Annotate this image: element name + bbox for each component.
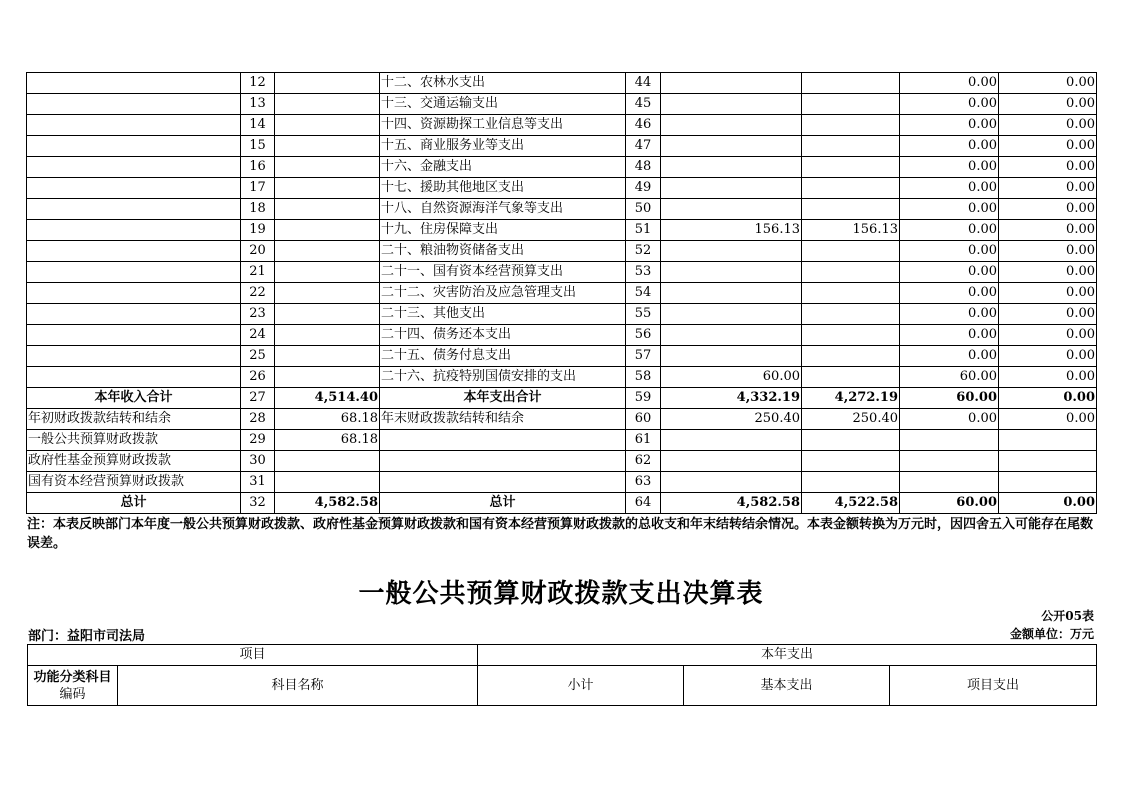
left-line-number: 16 xyxy=(241,157,275,178)
basic-expense-amount xyxy=(802,262,900,283)
left-amount xyxy=(275,472,380,493)
left-item-cell: 一般公共预算财政拨款 xyxy=(27,430,241,451)
right-line-number: 49 xyxy=(626,178,661,199)
operating-expense-amount: 0.00 xyxy=(999,346,1097,367)
table-row xyxy=(27,220,1097,241)
left-item-cell xyxy=(27,346,241,367)
operating-expense-amount: 0.00 xyxy=(999,283,1097,304)
project-expense-amount: 0.00 xyxy=(900,115,999,136)
right-line-number: 58 xyxy=(626,367,661,388)
right-line-number: 61 xyxy=(626,430,661,451)
basic-expense-amount xyxy=(802,325,900,346)
header-project-expense: 项目支出 xyxy=(890,666,1097,706)
table-body xyxy=(27,73,1097,514)
basic-expense-amount xyxy=(802,367,900,388)
total-amount xyxy=(661,178,802,199)
project-expense-amount: 60.00 xyxy=(900,388,999,409)
table-row xyxy=(27,493,1097,514)
project-expense-amount: 0.00 xyxy=(900,178,999,199)
project-expense-amount: 0.00 xyxy=(900,262,999,283)
right-item-cell: 十八、自然资源海洋气象等支出 xyxy=(380,199,626,220)
left-line-number: 21 xyxy=(241,262,275,283)
left-line-number: 15 xyxy=(241,136,275,157)
basic-expense-amount xyxy=(802,157,900,178)
left-amount xyxy=(275,115,380,136)
operating-expense-amount: 0.00 xyxy=(999,325,1097,346)
right-item-cell: 二十、粮油物资储备支出 xyxy=(380,241,626,262)
operating-expense-amount xyxy=(999,430,1097,451)
right-line-number: 60 xyxy=(626,409,661,430)
project-expense-amount: 0.00 xyxy=(900,283,999,304)
total-amount xyxy=(661,73,802,94)
table-row xyxy=(27,115,1097,136)
project-expense-amount: 0.00 xyxy=(900,346,999,367)
left-line-number: 22 xyxy=(241,283,275,304)
left-item-cell: 政府性基金预算财政拨款 xyxy=(27,451,241,472)
table-row xyxy=(27,325,1097,346)
right-item-cell: 年末财政拨款结转和结余 xyxy=(380,409,626,430)
operating-expense-amount: 0.00 xyxy=(999,493,1097,514)
basic-expense-amount: 156.13 xyxy=(802,220,900,241)
basic-expense-amount: 4,272.19 xyxy=(802,388,900,409)
table-row xyxy=(27,346,1097,367)
left-line-number: 13 xyxy=(241,94,275,115)
left-item-cell xyxy=(27,325,241,346)
left-item-cell xyxy=(27,283,241,304)
right-line-number: 47 xyxy=(626,136,661,157)
operating-expense-amount xyxy=(999,472,1097,493)
total-amount xyxy=(661,262,802,283)
table-row xyxy=(27,73,1097,94)
left-line-number: 12 xyxy=(241,73,275,94)
left-amount xyxy=(275,367,380,388)
table-row xyxy=(27,304,1097,325)
table-row xyxy=(27,430,1097,451)
left-amount xyxy=(275,136,380,157)
operating-expense-amount: 0.00 xyxy=(999,367,1097,388)
header-basic-expense: 基本支出 xyxy=(684,666,890,706)
left-amount xyxy=(275,178,380,199)
operating-expense-amount xyxy=(999,451,1097,472)
project-expense-amount: 0.00 xyxy=(900,157,999,178)
right-line-number: 54 xyxy=(626,283,661,304)
basic-expense-amount xyxy=(802,178,900,199)
right-item-cell: 总计 xyxy=(380,493,626,514)
header-function-code xyxy=(28,666,118,706)
table-row xyxy=(27,199,1097,220)
total-amount xyxy=(661,94,802,115)
form-code: 公开05表 xyxy=(1041,609,1094,623)
total-amount xyxy=(661,472,802,493)
right-item-cell: 二十四、债务还本支出 xyxy=(380,325,626,346)
basic-expense-amount xyxy=(802,115,900,136)
right-line-number: 59 xyxy=(626,388,661,409)
right-item-cell: 十四、资源勘探工业信息等支出 xyxy=(380,115,626,136)
table-row xyxy=(27,367,1097,388)
basic-expense-amount xyxy=(802,199,900,220)
project-expense-amount: 0.00 xyxy=(900,304,999,325)
table-row xyxy=(27,241,1097,262)
right-line-number: 50 xyxy=(626,199,661,220)
project-expense-amount: 60.00 xyxy=(900,493,999,514)
table-note: 注：本表反映部门本年度一般公共预算财政拨款、政府性基金预算财政拨款和国有资本经营预算财政拨款的总收支和年末结转结余情况。本表金额转换为万元时，因四舍五入可能存在尾数误差。 xyxy=(27,517,1094,551)
left-item-cell xyxy=(27,304,241,325)
left-line-number: 17 xyxy=(241,178,275,199)
project-expense-amount xyxy=(900,472,999,493)
right-line-number: 55 xyxy=(626,304,661,325)
table-row xyxy=(27,157,1097,178)
basic-expense-amount xyxy=(802,73,900,94)
right-item-cell xyxy=(380,430,626,451)
operating-expense-amount: 0.00 xyxy=(999,388,1097,409)
left-item-cell: 年初财政拨款结转和结余 xyxy=(27,409,241,430)
right-item-cell: 二十一、国有资本经营预算支出 xyxy=(380,262,626,283)
left-line-number: 25 xyxy=(241,346,275,367)
right-item-cell: 十七、援助其他地区支出 xyxy=(380,178,626,199)
operating-expense-amount: 0.00 xyxy=(999,94,1097,115)
total-amount: 4,332.19 xyxy=(661,388,802,409)
expense-table xyxy=(27,644,1097,706)
left-amount xyxy=(275,241,380,262)
table-row xyxy=(27,451,1097,472)
table-row xyxy=(27,178,1097,199)
left-amount xyxy=(275,94,380,115)
left-amount: 68.18 xyxy=(275,430,380,451)
total-amount: 156.13 xyxy=(661,220,802,241)
total-amount xyxy=(661,451,802,472)
header-subject-name: 科目名称 xyxy=(118,666,478,706)
page-title: 一般公共预算财政拨款支出决算表 xyxy=(358,579,764,609)
left-amount xyxy=(275,346,380,367)
operating-expense-amount: 0.00 xyxy=(999,73,1097,94)
right-line-number: 53 xyxy=(626,262,661,283)
right-line-number: 57 xyxy=(626,346,661,367)
table-row xyxy=(27,283,1097,304)
left-amount: 4,582.58 xyxy=(275,493,380,514)
project-expense-amount: 0.00 xyxy=(900,409,999,430)
right-line-number: 45 xyxy=(626,94,661,115)
left-line-number: 31 xyxy=(241,472,275,493)
left-line-number: 32 xyxy=(241,493,275,514)
basic-expense-amount xyxy=(802,283,900,304)
left-item-cell xyxy=(27,220,241,241)
total-amount: 4,582.58 xyxy=(661,493,802,514)
operating-expense-amount: 0.00 xyxy=(999,157,1097,178)
right-item-cell: 十五、商业服务业等支出 xyxy=(380,136,626,157)
left-item-cell xyxy=(27,199,241,220)
left-line-number: 20 xyxy=(241,241,275,262)
project-expense-amount xyxy=(900,451,999,472)
table-row xyxy=(27,388,1097,409)
project-expense-amount: 0.00 xyxy=(900,94,999,115)
right-item-cell: 二十六、抗疫特别国债安排的支出 xyxy=(380,367,626,388)
left-line-number: 19 xyxy=(241,220,275,241)
right-line-number: 46 xyxy=(626,115,661,136)
left-amount xyxy=(275,262,380,283)
left-item-cell xyxy=(27,178,241,199)
header-this-year-expense: 本年支出 xyxy=(478,645,1097,666)
total-amount xyxy=(661,430,802,451)
right-item-cell: 二十五、债务付息支出 xyxy=(380,346,626,367)
basic-expense-amount xyxy=(802,472,900,493)
project-expense-amount: 0.00 xyxy=(900,325,999,346)
left-item-cell xyxy=(27,157,241,178)
total-amount xyxy=(661,325,802,346)
total-amount xyxy=(661,199,802,220)
income-expense-table xyxy=(26,72,1097,514)
left-line-number: 26 xyxy=(241,367,275,388)
right-item-cell xyxy=(380,451,626,472)
left-item-cell xyxy=(27,136,241,157)
total-amount: 60.00 xyxy=(661,367,802,388)
project-expense-amount: 60.00 xyxy=(900,367,999,388)
right-line-number: 64 xyxy=(626,493,661,514)
basic-expense-amount xyxy=(802,451,900,472)
right-item-cell: 十六、金融支出 xyxy=(380,157,626,178)
left-item-cell xyxy=(27,367,241,388)
left-amount xyxy=(275,73,380,94)
right-item-cell: 二十三、其他支出 xyxy=(380,304,626,325)
operating-expense-amount: 0.00 xyxy=(999,409,1097,430)
operating-expense-amount: 0.00 xyxy=(999,199,1097,220)
project-expense-amount: 0.00 xyxy=(900,136,999,157)
basic-expense-amount: 4,522.58 xyxy=(802,493,900,514)
left-line-number: 27 xyxy=(241,388,275,409)
left-amount xyxy=(275,283,380,304)
basic-expense-amount xyxy=(802,241,900,262)
left-line-number: 29 xyxy=(241,430,275,451)
total-amount xyxy=(661,157,802,178)
left-item-cell xyxy=(27,115,241,136)
right-item-cell: 十二、农林水支出 xyxy=(380,73,626,94)
left-amount: 68.18 xyxy=(275,409,380,430)
table-row xyxy=(27,94,1097,115)
left-line-number: 18 xyxy=(241,199,275,220)
header-function-code-line2: 编码 xyxy=(59,686,86,702)
total-amount xyxy=(661,346,802,367)
left-item-cell: 国有资本经营预算财政拨款 xyxy=(27,472,241,493)
right-item-cell xyxy=(380,472,626,493)
operating-expense-amount: 0.00 xyxy=(999,220,1097,241)
total-amount xyxy=(661,136,802,157)
operating-expense-amount: 0.00 xyxy=(999,136,1097,157)
left-line-number: 28 xyxy=(241,409,275,430)
left-amount xyxy=(275,157,380,178)
left-amount xyxy=(275,199,380,220)
total-amount xyxy=(661,283,802,304)
left-item-cell: 总计 xyxy=(27,493,241,514)
total-amount xyxy=(661,115,802,136)
right-line-number: 44 xyxy=(626,73,661,94)
operating-expense-amount: 0.00 xyxy=(999,178,1097,199)
right-line-number: 63 xyxy=(626,472,661,493)
left-amount xyxy=(275,220,380,241)
operating-expense-amount: 0.00 xyxy=(999,304,1097,325)
right-line-number: 62 xyxy=(626,451,661,472)
basic-expense-amount xyxy=(802,430,900,451)
project-expense-amount: 0.00 xyxy=(900,241,999,262)
project-expense-amount: 0.00 xyxy=(900,199,999,220)
basic-expense-amount xyxy=(802,136,900,157)
table-row xyxy=(27,409,1097,430)
project-expense-amount xyxy=(900,430,999,451)
right-item-cell: 本年支出合计 xyxy=(380,388,626,409)
left-item-cell xyxy=(27,262,241,283)
left-item-cell xyxy=(27,94,241,115)
left-line-number: 24 xyxy=(241,325,275,346)
right-line-number: 52 xyxy=(626,241,661,262)
table-row xyxy=(27,262,1097,283)
operating-expense-amount: 0.00 xyxy=(999,262,1097,283)
department-label: 部门：益阳市司法局 xyxy=(28,629,146,644)
right-line-number: 56 xyxy=(626,325,661,346)
total-amount xyxy=(661,304,802,325)
left-line-number: 23 xyxy=(241,304,275,325)
table-row xyxy=(27,136,1097,157)
basic-expense-amount xyxy=(802,94,900,115)
total-amount: 250.40 xyxy=(661,409,802,430)
right-item-cell: 十三、交通运输支出 xyxy=(380,94,626,115)
basic-expense-amount xyxy=(802,346,900,367)
operating-expense-amount: 0.00 xyxy=(999,115,1097,136)
left-item-cell xyxy=(27,73,241,94)
total-amount xyxy=(661,241,802,262)
left-line-number: 14 xyxy=(241,115,275,136)
right-item-cell: 十九、住房保障支出 xyxy=(380,220,626,241)
header-subtotal: 小计 xyxy=(478,666,684,706)
right-item-cell: 二十二、灾害防治及应急管理支出 xyxy=(380,283,626,304)
left-item-cell: 本年收入合计 xyxy=(27,388,241,409)
left-item-cell xyxy=(27,241,241,262)
project-expense-amount: 0.00 xyxy=(900,73,999,94)
table-row xyxy=(27,472,1097,493)
operating-expense-amount: 0.00 xyxy=(999,241,1097,262)
left-amount xyxy=(275,304,380,325)
header-project: 项目 xyxy=(28,645,478,666)
left-amount xyxy=(275,451,380,472)
left-amount xyxy=(275,325,380,346)
basic-expense-amount: 250.40 xyxy=(802,409,900,430)
right-line-number: 51 xyxy=(626,220,661,241)
left-line-number: 30 xyxy=(241,451,275,472)
project-expense-amount: 0.00 xyxy=(900,220,999,241)
right-line-number: 48 xyxy=(626,157,661,178)
basic-expense-amount xyxy=(802,304,900,325)
amount-unit-label: 金额单位：万元 xyxy=(1009,627,1094,641)
header-function-code-line1: 功能分类科目 xyxy=(33,669,112,685)
left-amount: 4,514.40 xyxy=(275,388,380,409)
